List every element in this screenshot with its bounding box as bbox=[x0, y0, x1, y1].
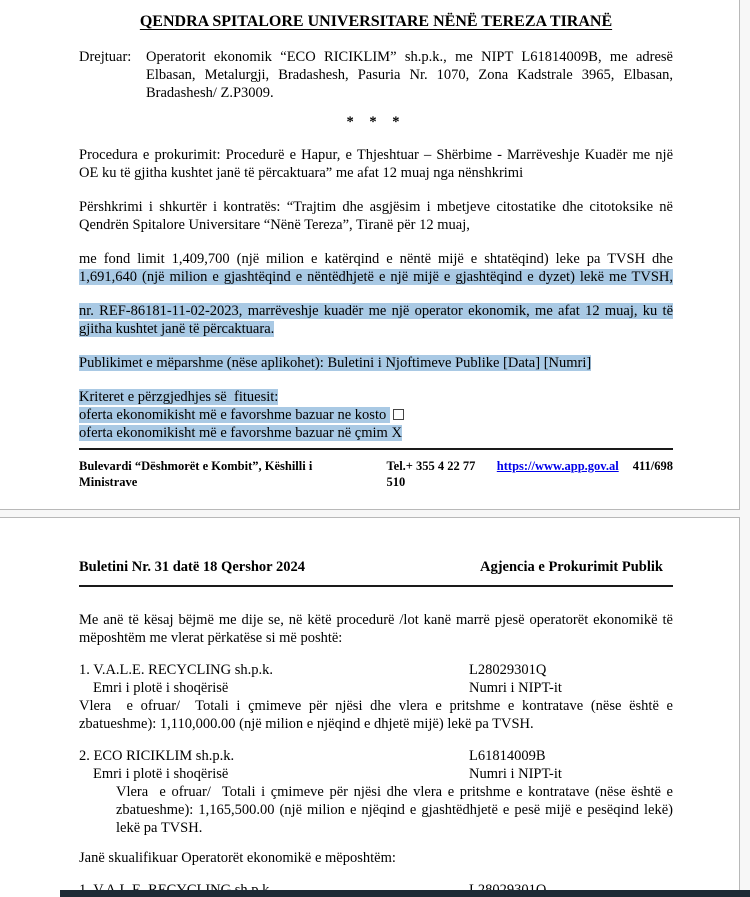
document-line: Emri i plotë i shoqërisë Numri i NIPT-it bbox=[93, 766, 562, 782]
document-line: zbatueshme): 1,165,500.00 (një milion e njëqind e gjashtëdhjetë e pesë mijë e pesëqind lekë) bbox=[116, 802, 673, 818]
section-separator-stars: * * * bbox=[346, 114, 406, 130]
document-line: Vlera e ofruar/ Totali i çmimeve për njësi dhe vlera e pritshme e kontratave (nëse është e bbox=[116, 784, 673, 800]
agency-title: Agjencia e Prokurimit Publik bbox=[480, 559, 663, 575]
footer-address: Bulevardi “Dëshmorët e Kombit”, Këshilli i Ministrave bbox=[79, 459, 313, 489]
document-line: Përshkrimi i shkurtër i kontratës: “Trajtim dhe asgjësim i mbetjeve citostatike dhe citotoksike në bbox=[79, 199, 673, 215]
footer-link[interactable]: https://www.app.gov.al bbox=[496, 459, 619, 473]
document-line: 1,691,640 (një milion e gjashtëqind e nëntëdhjetë e një mijë e gjashtëqind e dyzet) lekë me TVSH, bbox=[79, 269, 673, 285]
header-rule bbox=[79, 585, 673, 587]
document-line: OE ku të gjitha kushtet janë të përcaktuara” me afat 12 muaj nga nënshkrimi bbox=[79, 165, 524, 181]
document-line: Vlera e ofruar/ Totali i çmimeve për njësi dhe vlera e pritshme e kontratave (nëse është e bbox=[79, 698, 673, 714]
document-line: zbatueshme): 1,110,000.00 (një milion e njëqind e dhjetë mijë) lekë pa TVSH. bbox=[79, 716, 534, 732]
document-line: 2. ECO RICIKLIM sh.p.k. L61814009B bbox=[79, 748, 546, 764]
document-page-2 bbox=[0, 517, 740, 897]
document-line: nr. REF-86181-11-02-2023, marrëveshje kuadër me një operator ekonomik, me afat 12 muaj, ku të bbox=[79, 303, 673, 319]
footer-telephone: Tel.+ 355 4 22 77 510 bbox=[386, 459, 476, 489]
bulletin-title: Buletini Nr. 31 datë 18 Qershor 2024 bbox=[79, 559, 305, 575]
document-line: Procedura e prokurimit: Procedurë e Hapur, e Thjeshtuar – Shërbime - Marrëveshje Kuadër me një bbox=[79, 147, 673, 163]
addressee-lines bbox=[146, 48, 673, 102]
checkbox-glyph bbox=[393, 409, 404, 420]
addressee-label: Drejtuar: bbox=[79, 49, 132, 65]
document-line: gjitha kushtet janë të përcaktuara. bbox=[79, 321, 275, 337]
document-line: oferta ekonomikisht më e favorshme bazuar në çmim X bbox=[79, 425, 402, 441]
page-footer bbox=[79, 458, 673, 490]
footer-rule bbox=[79, 448, 673, 450]
document-line: Operatorit ekonomik “ECO RICIKLIM” sh.p.k., me NIPT L61814009B, me adresë bbox=[146, 49, 673, 65]
document-line: lekë pa TVSH. bbox=[116, 820, 203, 836]
document-line: Elbasan, Metalurgji, Bradashesh, Pasuria Nr. 1070, Zona Kadstrale 3965, Elbasan, bbox=[146, 67, 673, 83]
document-line: oferta ekonomikisht më e favorshme bazuar ne kosto bbox=[79, 406, 673, 424]
document-line: Emri i plotë i shoqërisë Numri i NIPT-it bbox=[93, 680, 562, 696]
document-line: Kriteret e përzgjedhjes së fituesit: bbox=[79, 389, 279, 405]
page2-body bbox=[79, 611, 673, 897]
page1-body bbox=[79, 146, 673, 442]
addressee-block bbox=[79, 48, 673, 102]
document-title: QENDRA SPITALORE UNIVERSITARE NËNË TEREZA TIRANË bbox=[139, 13, 613, 30]
document-line: Me anë të kësaj bëjmë me dije se, në këtë procedurë /lot kanë marrë pjesë operatorët ekonomikë të bbox=[79, 612, 673, 628]
document-line: Bradashesh/ Z.P3009. bbox=[146, 85, 274, 101]
document-line: Publikimet e mëparshme (nëse aplikohet): Buletini i Njoftimeve Publike [Data] [Numri] bbox=[79, 355, 592, 371]
document-line: me fond limit 1,409,700 (një milion e katërqind e nëntë mijë e shtatëqind) leke pa TVSH dhe bbox=[79, 251, 673, 267]
window-edge-bar bbox=[60, 890, 750, 897]
document-line: mëposhtëm me vlerat përkatëse si më poshtë: bbox=[79, 630, 343, 646]
footer-page-number: 411/698 bbox=[632, 459, 673, 473]
document-line: Qendrën Spitalore Universitare “Nënë Tereza”, Tiranë për 12 muaj, bbox=[79, 217, 470, 233]
document-line: Janë skualifikuar Operatorët ekonomikë e mëposhtëm: bbox=[79, 850, 396, 866]
page2-header bbox=[79, 558, 673, 576]
document-line: 1. V.A.L.E. RECYCLING sh.p.k. L28029301Q bbox=[79, 662, 547, 678]
